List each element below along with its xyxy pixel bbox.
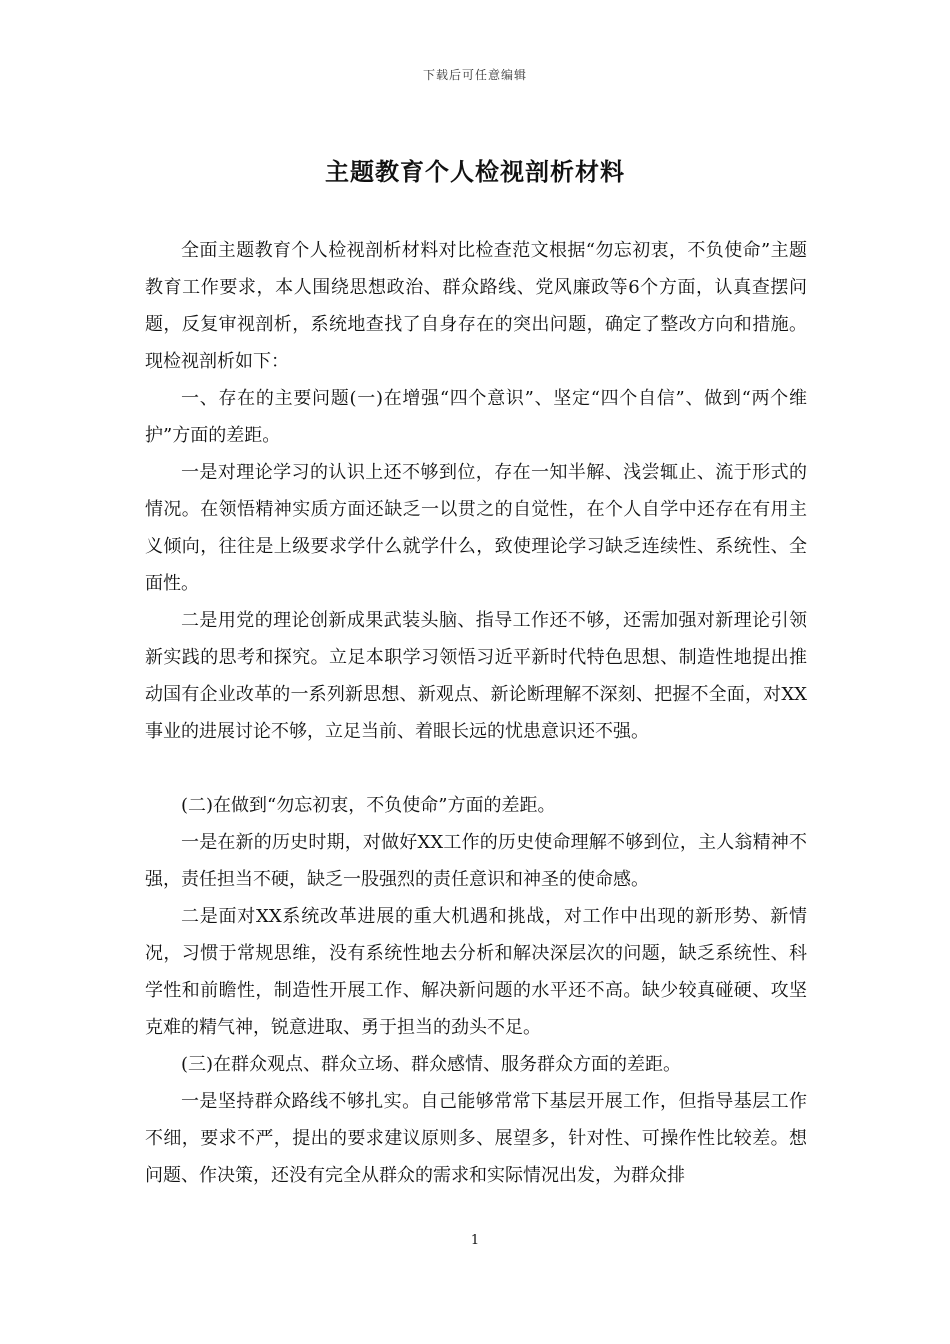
paragraph-section-1-heading: 一、存在的主要问题(一)在增强“四个意识”、坚定“四个自信”、做到“两个维护”方面的差距。 [145,388,807,446]
paragraph-intro: 全面主题教育个人检视剖析材料对比检查范文根据“勿忘初衷，不负使命”主题教育工作要求，本人围绕思想政治、群众路线、党风廉政等6个方面，认真查摆问题，反复审视剖析，系统地查找了自身存在的突出问题，确定了整改方向和措施。现检视剖析如下： [145,240,807,372]
document-body [145,232,807,1194]
paragraph-1-2: 二是用党的理论创新成果武装头脑、指导工作还不够，还需加强对新理论引领新实践的思考和探究。立足本职学习领悟习近平新时代特色思想、制造性地提出推动国有企业改革的一系列新思想、新观点、新论断理解不深刻、把握不全面，对XX事业的进展讨论不够，立足当前、着眼长远的忧患意识还不强。 [145,610,807,742]
header-note: 下载后可任意编辑 [422,68,527,82]
document-title: 主题教育个人检视剖析材料 [325,157,625,186]
paragraph-2-1: 一是在新的历史时期，对做好XX工作的历史使命理解不够到位，主人翁精神不强，责任担当不硬，缺乏一股强烈的责任意识和神圣的使命感。 [145,832,807,890]
paragraph-gap [145,750,807,787]
paragraph-2-2: 二是面对XX系统改革进展的重大机遇和挑战，对工作中出现的新形势、新情况，习惯于常规思维，没有系统性地去分析和解决深层次的问题，缺乏系统性、科学性和前瞻性，制造性开展工作、解决新问题的水平还不高。缺少较真碰硬、攻坚克难的精气神，锐意进取、勇于担当的劲头不足。 [145,906,807,1038]
paragraph-section-2-heading: (二)在做到“勿忘初衷，不负使命”方面的差距。 [181,795,556,816]
paragraph-1-1: 一是对理论学习的认识上还不够到位，存在一知半解、浅尝辄止、流于形式的情况。在领悟精神实质方面还缺乏一以贯之的自觉性，在个人自学中还存在有用主义倾向，往往是上级要求学什么就学什么，致使理论学习缺乏连续性、系统性、全面性。 [145,462,807,594]
page-number: 1 [470,1233,480,1248]
paragraph-3-1: 一是坚持群众路线不够扎实。自己能够常常下基层开展工作，但指导基层工作不细，要求不严，提出的要求建议原则多、展望多，针对性、可操作性比较差。想问题、作决策，还没有完全从群众的需求和实际情况出发，为群众排 [145,1091,807,1186]
paragraph-section-3-heading: (三)在群众观点、群众立场、群众感情、服务群众方面的差距。 [181,1054,682,1075]
